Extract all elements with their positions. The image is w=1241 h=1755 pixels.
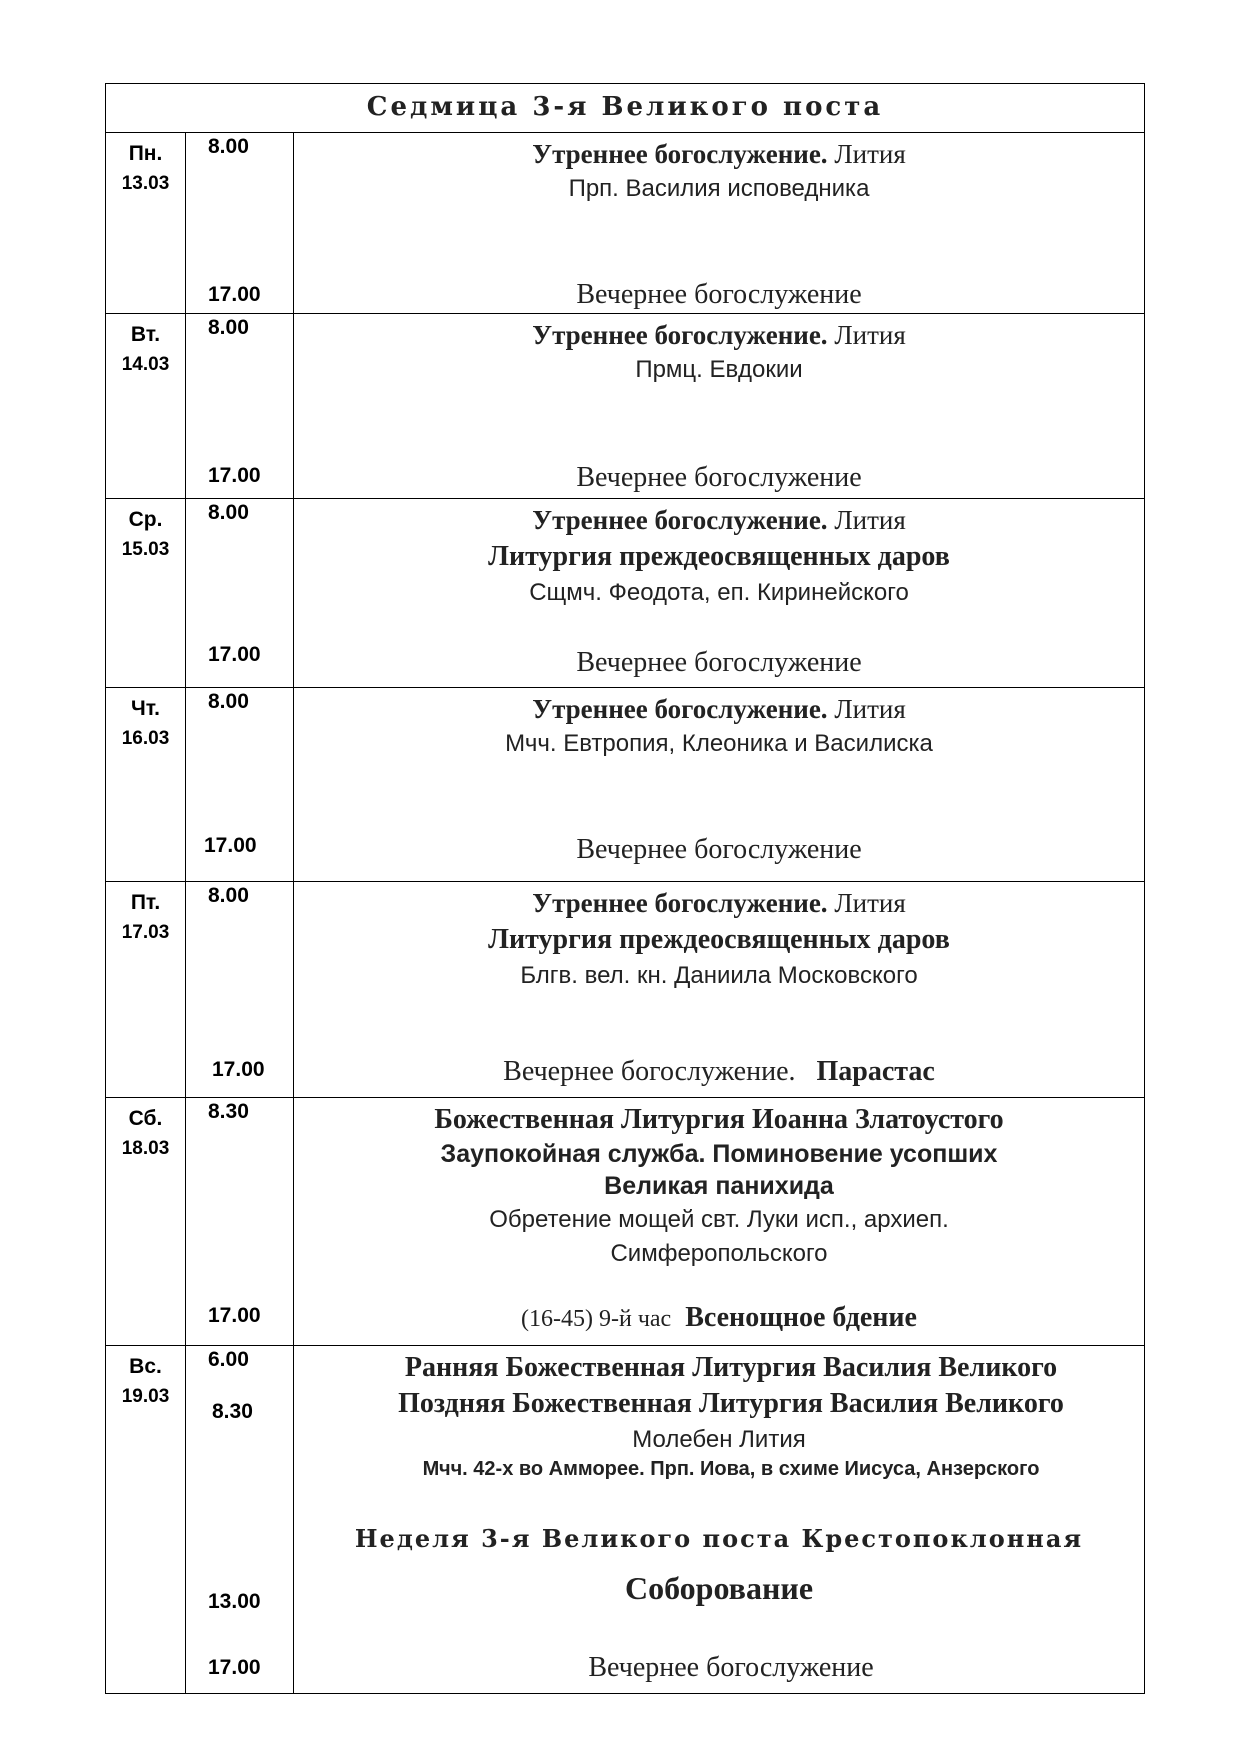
- morning-service-title: Утреннее богослужение.: [532, 888, 828, 918]
- service-cell: [294, 1346, 1145, 1694]
- morning-service-note: Лития: [827, 320, 906, 350]
- time-evening: 17.00: [208, 283, 261, 306]
- schedule-sheet: [105, 83, 1145, 1694]
- schedule-table: [105, 83, 1145, 1694]
- unction-title: Соборование: [624, 1570, 814, 1606]
- saint-commemoration: Сщмч. Феодота, еп. Киринейского: [529, 579, 909, 606]
- day-name: Пн.: [128, 142, 163, 165]
- time-cell: [186, 1346, 294, 1694]
- table-row-tuesday: [106, 314, 1145, 499]
- day-date: 18.03: [121, 1138, 170, 1159]
- day-cell: [106, 133, 186, 314]
- morning-service: [294, 694, 1144, 725]
- evening-service: Вечернее богослужение: [576, 834, 862, 865]
- saint-commemoration: Мчч. 42-х во Амморее. Прп. Иова, в схиме Иисуса, Анзерского: [422, 1458, 1040, 1480]
- time-early-liturgy: 6.00: [208, 1348, 249, 1371]
- time-cell: [186, 688, 294, 882]
- liturgy-title: Литургия преждеосвященных даров: [488, 924, 950, 955]
- day-cell: [106, 314, 186, 499]
- day-cell: [106, 1098, 186, 1346]
- service-cell: [294, 314, 1145, 499]
- morning-service-title: Утреннее богослужение.: [532, 320, 828, 350]
- day-date: 13.03: [121, 173, 170, 194]
- service-cell: [294, 133, 1145, 314]
- time-morning: 8.00: [208, 501, 249, 524]
- day-cell: [106, 1346, 186, 1694]
- saint-commemoration: Прмц. Евдокии: [635, 356, 803, 383]
- panikhida-title: Великая панихида: [604, 1172, 834, 1200]
- morning-service: [294, 320, 1144, 351]
- morning-service-title: Утреннее богослужение.: [532, 139, 828, 169]
- morning-service-note: Лития: [827, 505, 906, 535]
- day-cell: [106, 882, 186, 1098]
- day-name: Сб.: [128, 1107, 163, 1130]
- table-row-friday: [106, 882, 1145, 1098]
- table-row-monday: [106, 133, 1145, 314]
- day-name: Вс.: [129, 1355, 162, 1378]
- time-evening: 17.00: [204, 834, 257, 857]
- early-liturgy-title: Ранняя Божественная Литургия Василия Великого: [404, 1352, 1058, 1383]
- day-date: 14.03: [121, 354, 170, 375]
- day-date: 16.03: [121, 728, 170, 749]
- day-name: Вт.: [130, 323, 161, 346]
- time-morning: 8.00: [208, 884, 249, 907]
- time-cell: [186, 1098, 294, 1346]
- vigil-title: Всенощное бдение: [685, 1302, 917, 1333]
- morning-service-note: Лития: [827, 694, 906, 724]
- time-morning: 8.00: [208, 135, 249, 158]
- requiem-service: Заупокойная служба. Поминовение усопших: [440, 1140, 998, 1168]
- morning-service-title: Утреннее богослужение.: [532, 505, 828, 535]
- time-morning: 8.00: [208, 690, 249, 713]
- time-cell: [186, 882, 294, 1098]
- time-late-liturgy: 8.30: [212, 1400, 253, 1423]
- table-row-thursday: [106, 688, 1145, 882]
- morning-service-note: Лития: [827, 139, 906, 169]
- time-evening: 17.00: [208, 1656, 261, 1679]
- morning-service: [294, 139, 1144, 170]
- table-row-sunday: [106, 1346, 1145, 1694]
- time-cell: [186, 314, 294, 499]
- day-date: 17.03: [121, 922, 170, 943]
- day-cell: [106, 688, 186, 882]
- service-cell: [294, 882, 1145, 1098]
- time-cell: [186, 133, 294, 314]
- moleben-title: Молебен Лития: [632, 1426, 806, 1453]
- table-row-saturday: [106, 1098, 1145, 1346]
- day-name: Чт.: [130, 697, 161, 720]
- morning-service-title: Утреннее богослужение.: [532, 694, 828, 724]
- liturgy-title: Божественная Литургия Иоанна Златоустого: [434, 1104, 1004, 1135]
- ninth-hour: (16-45) 9-й час: [521, 1306, 672, 1332]
- evening-service-title: Вечернее богослужение.: [503, 1056, 796, 1087]
- liturgy-title: Литургия преждеосвященных даров: [488, 541, 950, 572]
- evening-service-parastas: Парастас: [816, 1056, 935, 1087]
- feast-title: Неделя 3-я Великого поста Крестопоклонная: [354, 1524, 1084, 1553]
- day-name: Ср.: [128, 508, 163, 531]
- saint-commemoration: Блгв. вел. кн. Даниила Московского: [520, 962, 918, 989]
- saint-commemoration-cont: Симферопольского: [610, 1240, 828, 1267]
- service-cell: [294, 1098, 1145, 1346]
- time-unction: 13.00: [208, 1590, 261, 1613]
- evening-service: Вечернее богослужение: [576, 462, 862, 493]
- service-cell: [294, 499, 1145, 688]
- day-name: Пт.: [130, 891, 161, 914]
- evening-service: Вечернее богослужение: [588, 1652, 874, 1683]
- time-evening: 17.00: [208, 464, 261, 487]
- time-evening: 17.00: [208, 643, 261, 666]
- morning-service: [294, 505, 1144, 536]
- week-title: Седмица 3-я Великого поста: [366, 92, 884, 122]
- time-evening: 17.00: [208, 1304, 261, 1327]
- evening-service: [294, 1056, 1144, 1088]
- saint-commemoration: Мчч. Евтропия, Клеоника и Василиска: [505, 730, 933, 757]
- time-morning: 8.30: [208, 1100, 249, 1123]
- morning-service: [294, 888, 1144, 919]
- day-cell: [106, 499, 186, 688]
- time-morning: 8.00: [208, 316, 249, 339]
- evening-service: Вечернее богослужение: [576, 647, 862, 678]
- day-date: 19.03: [121, 1386, 170, 1407]
- time-evening: 17.00: [212, 1058, 265, 1081]
- table-row-wednesday: [106, 499, 1145, 688]
- saint-commemoration: Обретение мощей свт. Луки исп., архиеп.: [489, 1206, 949, 1233]
- morning-service-note: Лития: [827, 888, 906, 918]
- time-cell: [186, 499, 294, 688]
- saint-commemoration: Прп. Василия исповедника: [568, 175, 870, 202]
- evening-service: [294, 1302, 1144, 1334]
- evening-service: Вечернее богослужение: [576, 279, 862, 310]
- late-liturgy-title: Поздняя Божественная Литургия Василия Великого: [398, 1388, 1064, 1419]
- table-title-cell: [106, 84, 1145, 133]
- table-title-row: [106, 84, 1145, 133]
- day-date: 15.03: [121, 539, 170, 560]
- service-cell: [294, 688, 1145, 882]
